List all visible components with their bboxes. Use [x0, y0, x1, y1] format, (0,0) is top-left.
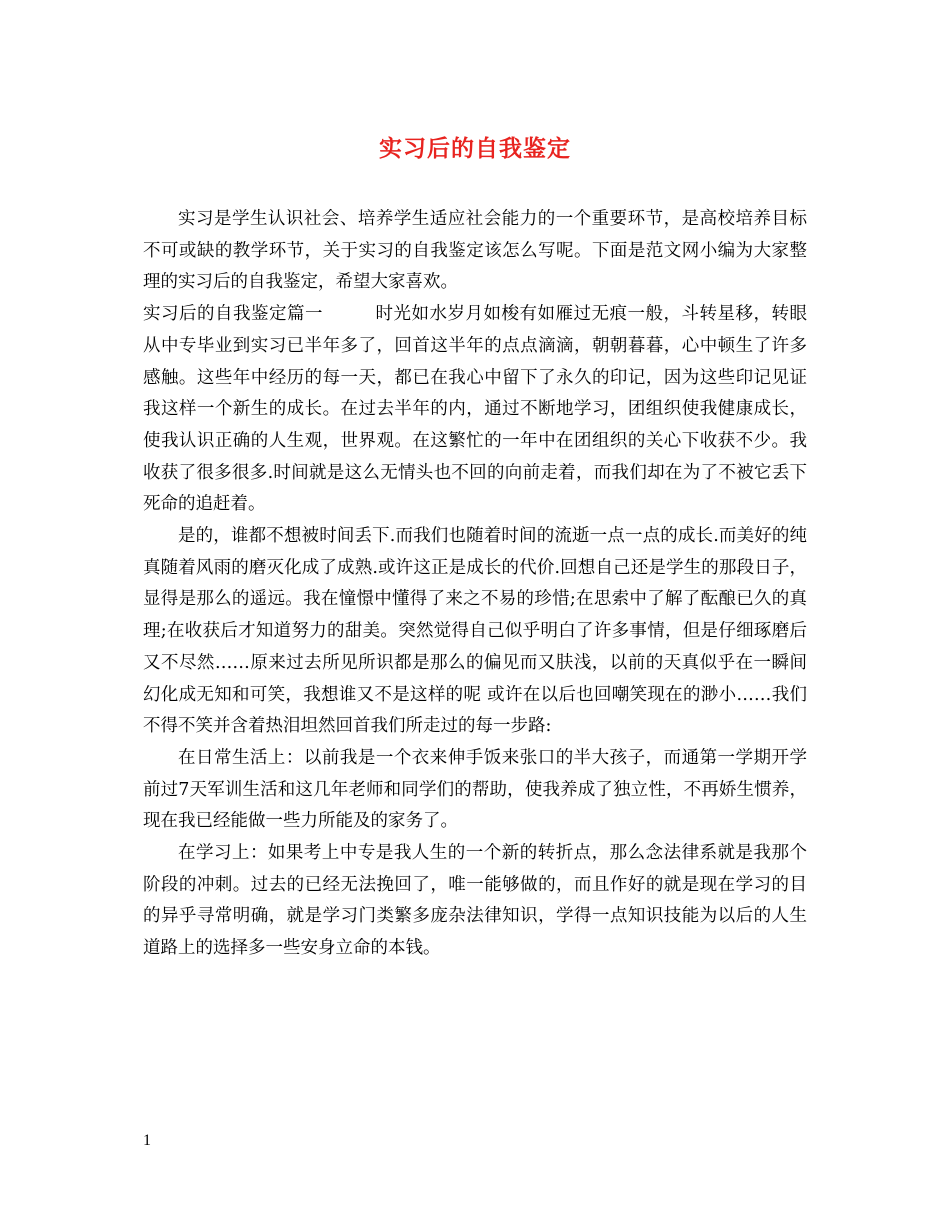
document-body [143, 204, 807, 965]
document-title: 实习后的自我鉴定 [379, 135, 571, 162]
section-text: 时光如水岁月如梭有如雁过无痕一般，斗转星移，转眼从中专毕业到实习已半年多了，回首这半年的点点滴滴，朝朝暮暮，心中顿生了许多感触。这些年中经历的每一天，都已在我心中留下了永久的印记，因为这些印记见证我这样一个新生的成长。在过去半年的内，通过不断地学习，团组织使我健康成长，使我认识正确的人生观，世界观。在这繁忙的一年中在团组织的关心下收获不少。我收获了很多很多.时间就是这么无情头也不回的向前走着，而我们却在为了不被它丢下死命的追赶着。 [143, 304, 807, 515]
section-label: 实习后的自我鉴定篇一 [143, 304, 323, 325]
intro-paragraph: 实习是学生认识社会、培养学生适应社会能力的一个重要环节，是高校培养目标不可或缺的教学环节，关于实习的自我鉴定该怎么写呢。下面是范文网小编为大家整理的实习后的自我鉴定，希望大家喜欢。 [143, 209, 807, 293]
page-number: 1 [143, 1132, 151, 1149]
paragraph-3: 在日常生活上：以前我是一个衣来伸手饭来张口的半大孩子，而通第一学期开学前过7天军训生活和这几年老师和同学们的帮助，使我养成了独立性，不再娇生惯养，现在我已经能做一些力所能及的家务了。 [143, 747, 807, 832]
section-paragraph [143, 299, 807, 521]
paragraph-4: 在学习上：如果考上中专是我人生的一个新的转折点，那么念法律系就是我那个阶段的冲刺。过去的已经无法挽回了，唯一能够做的，而且作好的就是现在学习的目的异乎寻常明确，就是学习门类繁多庞杂法律知识，学得一点知识技能为以后的人生道路上的选择多一些安身立命的本钱。 [143, 843, 807, 959]
paragraph-2: 是的，谁都不想被时间丢下.而我们也随着时间的流逝一点一点的成长.而美好的纯真随着风雨的磨灭化成了成熟.或许这正是成长的代价.回想自己还是学生的那段日子，显得是那么的遥远。我在憧憬中懂得了来之不易的珍惜;在思索中了解了酝酿已久的真理;在收获后才知道努力的甜美。突然觉得自己似乎明白了许多事情，但是仔细琢磨后又不尽然……原来过去所见所识都是那么的偏见而又肤浅，以前的天真似乎在一瞬间幻化成无知和可笑，我想谁又不是这样的呢 或许在以后也回嘲笑现在的渺小……我们不得不笑并含着热泪坦然回首我们所走过的每一步路: [143, 526, 807, 737]
